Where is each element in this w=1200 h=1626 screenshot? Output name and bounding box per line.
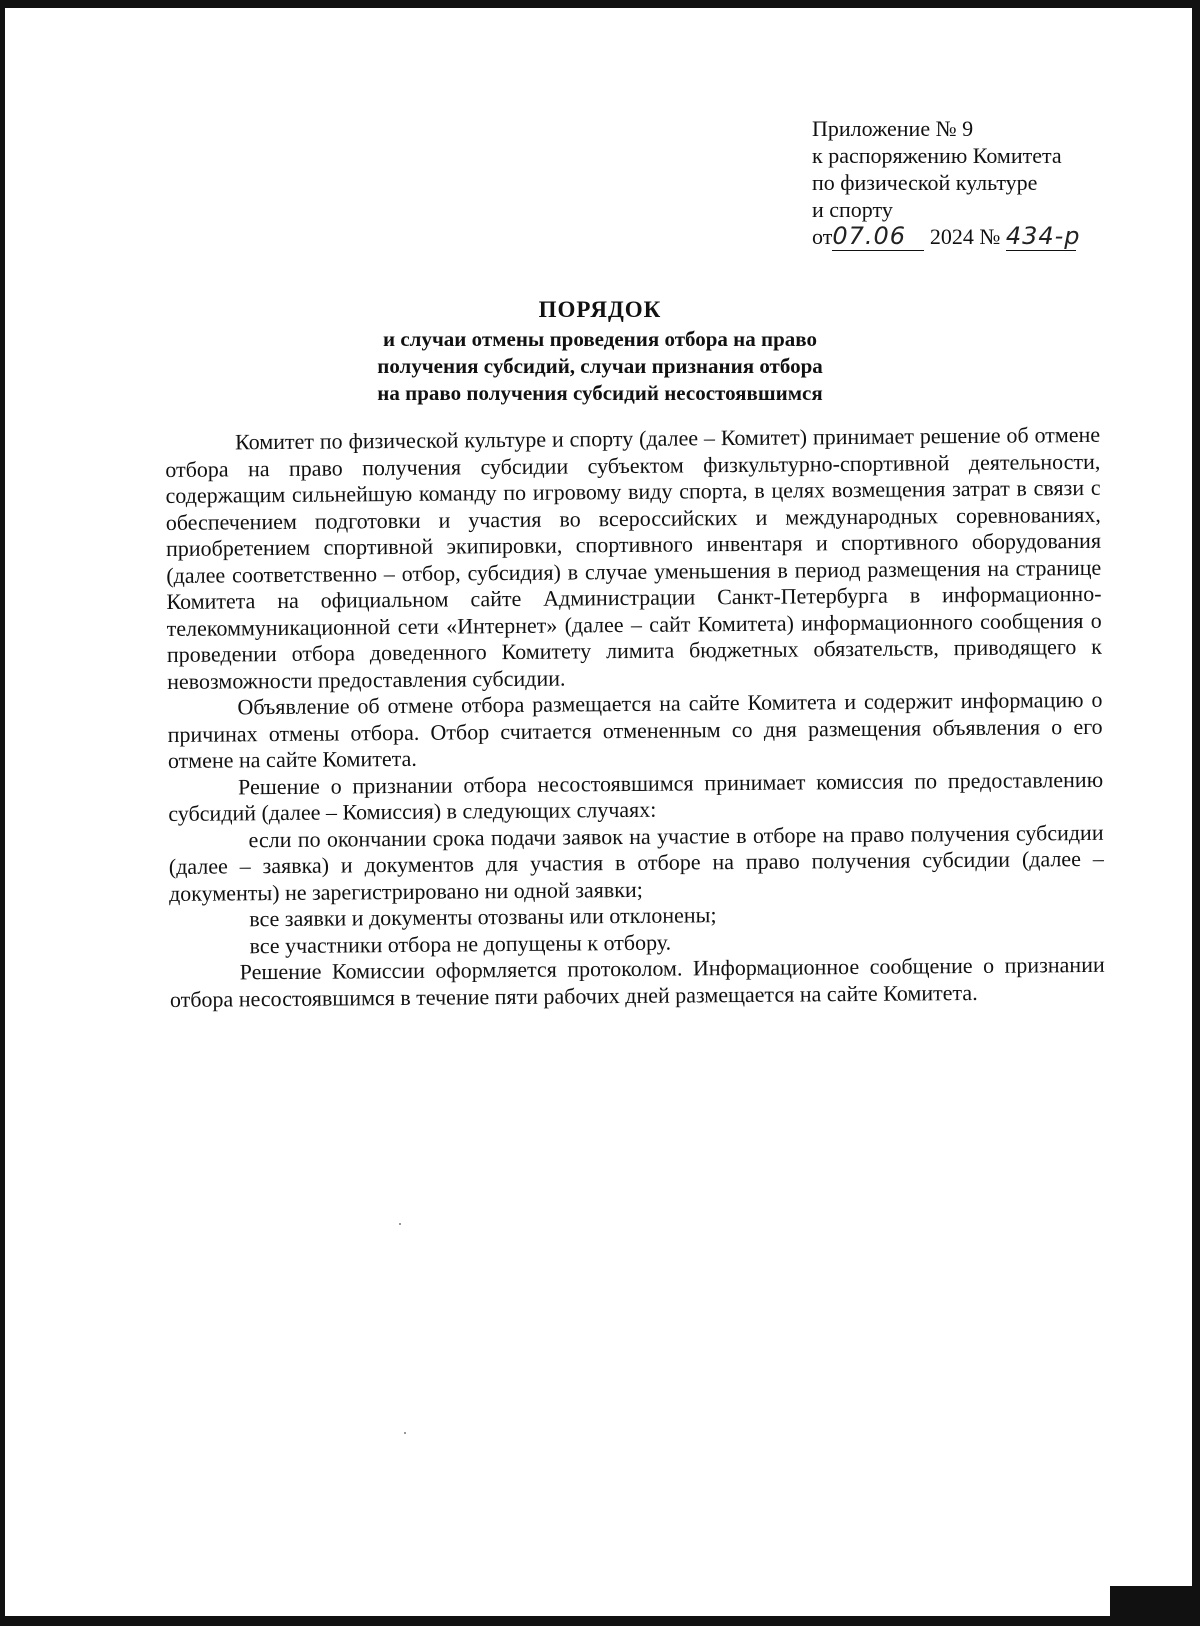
- title-sub-line-2: получения субсидий, случаи признания отбора: [377, 354, 823, 378]
- paragraph-3: Решение о признании отбора несостоявшимся принимает комиссия по предоставлению субсидий (далее – Комиссия) в следующих случаях:: [168, 766, 1104, 826]
- date-fill-field: [832, 223, 924, 251]
- paragraph-2: Объявление об отмене отбора размещается на сайте Комитета и содержит информацию о причинах отмены отбора. Отбор считается отмененным со дня размещения объявления о его отмене на сайте Комитета.: [167, 686, 1103, 773]
- case-item-2: все заявки и документы отозваны или отклонены;: [249, 902, 717, 932]
- case-item-1: если по окончании срока подачи заявок на участие в отборе на право получения субсидии (далее – заявка) и документов для участия в отборе на право получения субсидии (далее – документы) не зарегистрировано ни одной заявки;: [168, 819, 1104, 906]
- scan-border-top: [0, 0, 1200, 8]
- scan-border-right: [1192, 0, 1200, 1626]
- date-prefix: от: [812, 224, 833, 249]
- document-body: [165, 422, 1105, 1013]
- title-main: ПОРЯДОК: [538, 297, 662, 322]
- appendix-date-line: [812, 223, 1142, 251]
- appendix-header: [812, 115, 1142, 251]
- number-fill-field: [1005, 222, 1081, 251]
- scan-border-bottom: [0, 1616, 1200, 1626]
- paragraph-1: Комитет по физической культуре и спорту (далее – Комитет) принимает решение об отмене отбора на право получения субсидии субъектом физкультурно-спортивной деятельности, содержащим сильнейшую команду по игровому виду спорта, в целях возмещения затрат в связи с обеспечением подготовки и участия во всероссийских и международных соревнованиях, приобретением спортивной экипировки, спортивного инвентаря и спортивного оборудования (далее соответственно – отбор, субсидия) в случае уменьшения в период размещения на странице Комитета на официальном сайте Администрации Санкт-Петербурга в информационно-телекоммуникационной сети «Интернет» (далее – сайт Комитета) информационного сообщения о проведении отбора доведенного Комитету лимита бюджетных обязательств, приводящего к невозможности предоставления субсидии.: [165, 421, 1103, 694]
- appendix-line-1: Приложение № 9: [812, 116, 974, 141]
- case-item-3: все участники отбора не допущены к отбору.: [249, 929, 672, 958]
- handwritten-number: 434-р: [1005, 222, 1081, 250]
- year-label: 2024 №: [929, 224, 1001, 249]
- scan-speck: [404, 1432, 406, 1434]
- appendix-line-4: и спорту: [812, 197, 893, 222]
- title-sub-line-3: на право получения субсидий несостоявшимся: [377, 381, 823, 405]
- paragraph-final: Решение Комиссии оформляется протоколом. Информационное сообщение о признании отбора несостоявшимся в течение пяти рабочих дней размещается на сайте Комитета.: [169, 951, 1105, 1012]
- scan-corner-shadow: [1110, 1586, 1200, 1626]
- title-sub-line-1: и случаи отмены проведения отбора на право: [383, 327, 817, 351]
- scan-speck: [399, 1223, 401, 1225]
- appendix-line-2: к распоряжению Комитета: [812, 143, 1062, 168]
- appendix-line-3: по физической культуре: [812, 170, 1038, 195]
- document-title: [320, 296, 880, 407]
- handwritten-date: 07.06: [832, 222, 907, 250]
- scan-border-left: [0, 0, 5, 1626]
